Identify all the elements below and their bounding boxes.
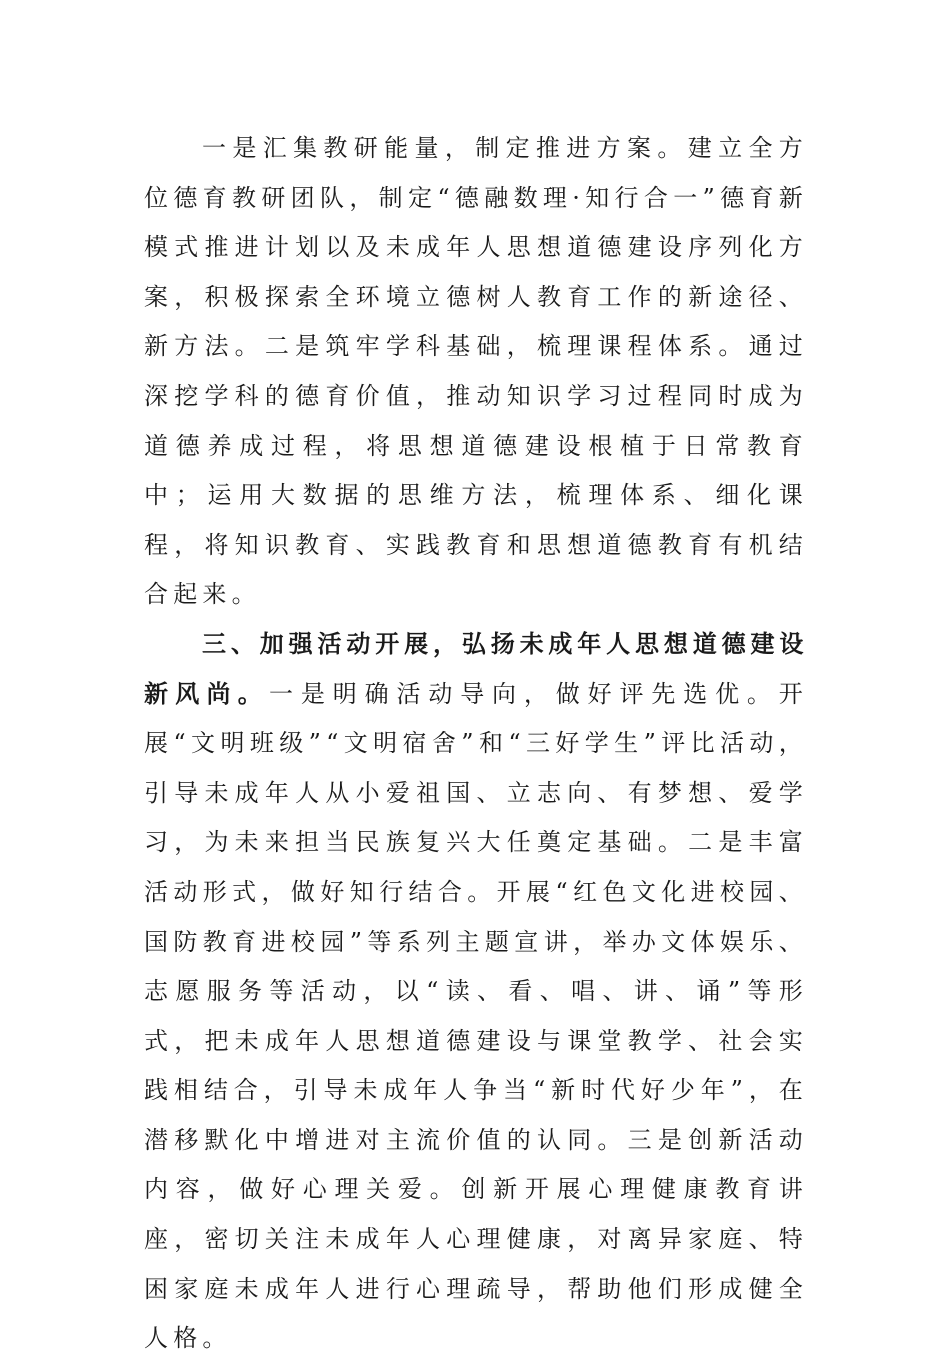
section-3-body: 一是明确活动导向，做好评先选优。开展“文明班级”“文明宿舍”和“三好学生”评比活动，引导未成年人从小爱祖国、立志向、有梦想、爱学习，为未来担当民族复兴大任奠定基础。二是丰富活动形式，做好知行结合。开展“红色文化进校园、国防教育进校园”等系列主题宣讲，举办文体娱乐、志愿服务等活动，以“读、看、唱、讲、诵”等形式，把未成年人思想道德建设与课堂教学、社会实践相结合，引导未成年人争当“新时代好少年”，在潜移默化中增进对主流价值的认同。三是创新活动内容，做好心理关爱。创新开展心理健康教育讲座，密切关注未成年人心理健康，对离异家庭、特困家庭未成年人进行心理疏导，帮助他们形成健全人格。 [144,679,808,1353]
section-3-heading: 三、加强活动开展，弘扬未成年人思想道德建设新风尚。 [144,629,808,708]
paragraph-1: 一是汇集教研能量，制定推进方案。建立全方位德育教研团队，制定“德融数理·知行合一”德育新模式推进计划以及未成年人思想道德建设序列化方案，积极探索全环境立德树人教育工作的新途径、新方法。二是筑牢学科基础，梳理课程体系。通过深挖学科的德育价值，推动知识学习过程同时成为道德养成过程，将思想道德建设根植于日常教育中；运用大数据的思维方法，梳理体系、细化课程，将知识教育、实践教育和思想道德教育有机结合起来。 [144,134,808,609]
paragraph-section-3 [144,620,808,1364]
document-page [144,124,808,1364]
